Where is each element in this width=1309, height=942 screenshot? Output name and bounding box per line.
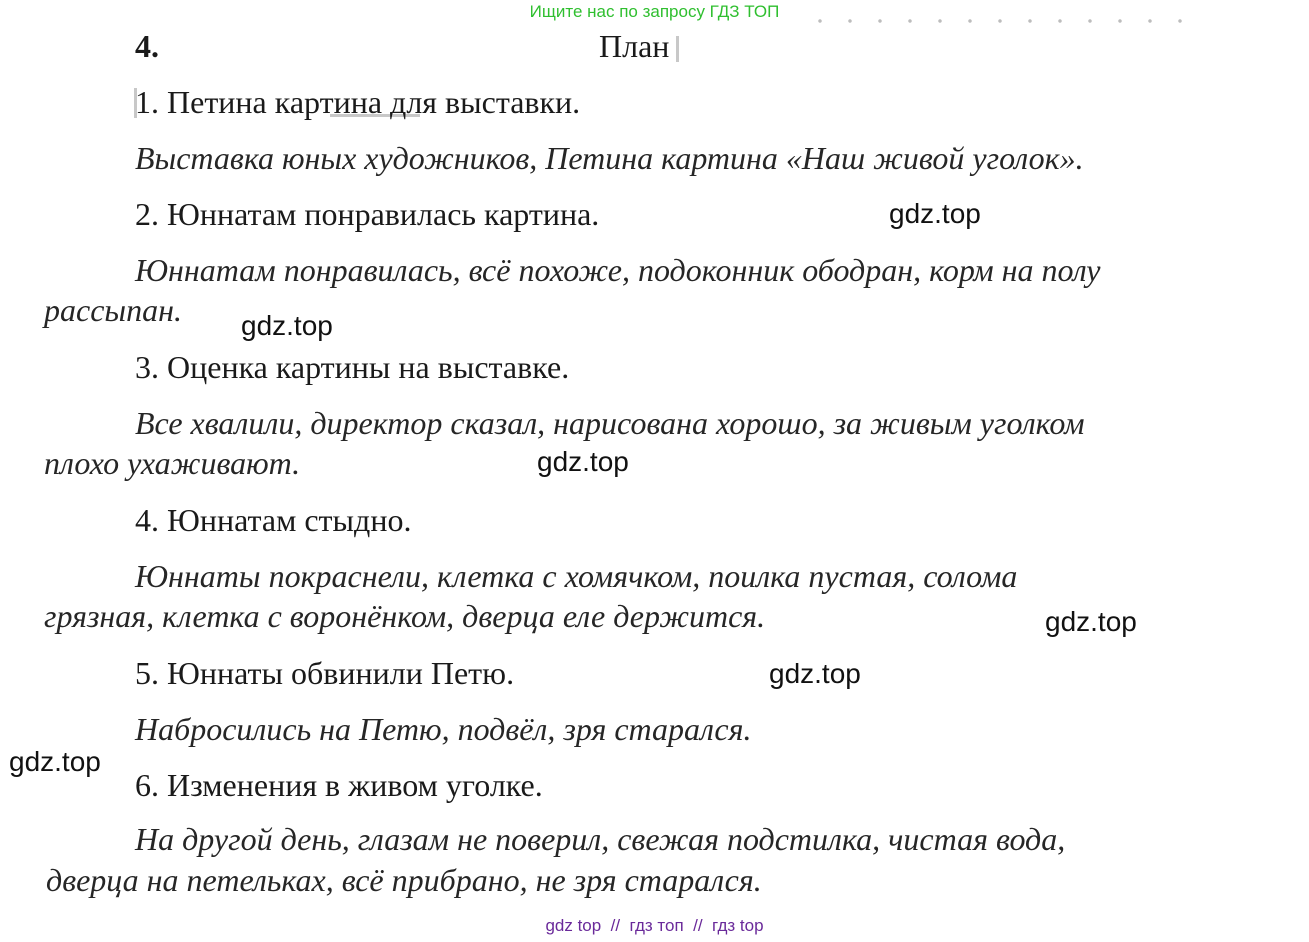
decorative-dots: [805, 18, 1195, 24]
plan-item-heading: 6. Изменения в живом уголке.: [135, 767, 543, 803]
watermark: gdz.top: [889, 198, 981, 229]
plan-item-heading: 3. Оценка картины на выставке.: [135, 349, 570, 385]
plan-item-detail: дверца на петельках, всё прибрано, не зря старался.: [46, 862, 762, 898]
plan-item-detail: На другой день, глазам не поверил, свежая подстилка, чистая вода,: [135, 821, 1066, 857]
plan-item-heading: 5. Юннаты обвинили Петю.: [135, 655, 515, 691]
plan-item-detail: рассыпан.: [44, 292, 182, 328]
plan-item-heading: 1. Петина картина для выставки.: [135, 84, 581, 120]
plan-title: План: [599, 28, 670, 64]
watermark: gdz.top: [9, 746, 101, 777]
plan-item-detail: плохо ухаживают.: [44, 445, 301, 481]
watermark: gdz.top: [1045, 606, 1137, 637]
task-number: 4.: [135, 28, 159, 64]
watermark: gdz.top: [537, 446, 629, 477]
watermark: gdz.top: [769, 658, 861, 689]
plan-item-heading: 2. Юннатам понравилась картина.: [135, 196, 600, 232]
top-banner[interactable]: Ищите нас по запросу ГДЗ ТОП: [529, 2, 780, 21]
plan-item-detail: грязная, клетка с воронёнком, дверца еле держится.: [44, 598, 766, 634]
plan-item-heading: 4. Юннатам стыдно.: [135, 502, 412, 538]
watermark: gdz.top: [241, 310, 333, 341]
plan-item-detail: Набросились на Петю, подвёл, зря старался.: [135, 711, 752, 747]
plan-item-detail: Юннатам понравилась, всё похоже, подоконник ободран, корм на полу: [135, 252, 1101, 288]
scan-mark: [676, 36, 679, 62]
footer-links[interactable]: gdz top // гдз топ // гдз top: [545, 916, 764, 935]
plan-item-detail: Выставка юных художников, Петина картина «Наш живой уголок».: [135, 140, 1084, 176]
plan-item-detail: Юннаты покраснели, клетка с хомячком, поилка пустая, солома: [135, 558, 1018, 594]
plan-item-detail: Все хвалили, директор сказал, нарисована хорошо, за живым уголком: [135, 405, 1085, 441]
